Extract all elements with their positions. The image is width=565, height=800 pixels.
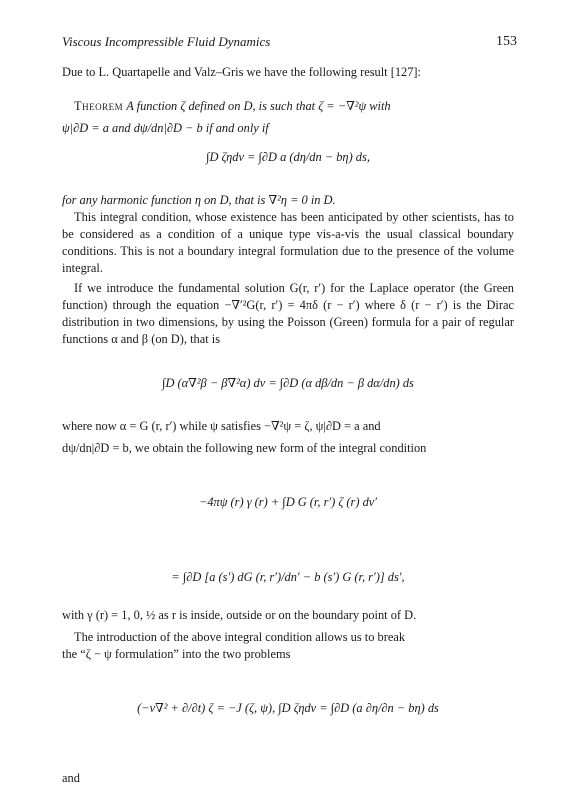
page-number: 153: [496, 34, 517, 49]
paragraph-where-line-2: dψ/dn|∂D = b, we obtain the following new form of the integral condition: [62, 441, 427, 455]
page-header: [62, 34, 517, 52]
running-title: Viscous Incompressible Fluid Dynamics: [62, 34, 271, 49]
theorem-label: Theorem: [74, 99, 124, 113]
paragraph-where-line-1: where now α = G (r, r′) while ψ satisfies −∇²ψ = ζ, ψ|∂D = a and: [62, 419, 381, 433]
paragraph-break-line-1: The introduction of the above integral condition allows us to break: [74, 630, 406, 644]
equation-4: (−ν∇² + ∂/∂t) ζ = −J (ζ, ψ), ∫D ζηdv = ∫∂D (a ∂η/∂n − bη) ds: [137, 701, 439, 715]
and-word: and: [62, 771, 80, 785]
paragraph-break-line-2: the “ζ − ψ formulation” into the two problems: [62, 647, 291, 661]
paragraph-integral-condition: This integral condition, whose existence has been anticipated by other scientists, has to be considered as a condition of a unique type vis-a-vis the usual classical boundary conditions. This is not a boundary integral formulation due to the presence of the volume integral.: [62, 210, 514, 275]
equation-2: ∫D (α∇²β − β∇²α) dv = ∫∂D (α dβ/dn − β dα/dn) ds: [162, 376, 414, 390]
intro-paragraph: Due to L. Quartapelle and Valz–Gris we have the following result [127]:: [62, 65, 421, 79]
theorem-line-3: for any harmonic function η on D, that is ∇²η = 0 in D.: [62, 193, 336, 207]
equation-3-line-2: = ∫∂D [a (s′) dG (r, r′)/dn′ − b (s′) G (r, r′)] ds′,: [171, 570, 405, 584]
equation-1: ∫D ζηdv = ∫∂D a (dη/dn − bη) ds,: [206, 150, 370, 164]
theorem-statement: [62, 98, 514, 115]
paragraph-green-function: If we introduce the fundamental solution G(r, r′) for the Laplace operator (the Green function) through the equation −∇′²G(r, r′) = 4πδ (r − r′) where δ (r − r′) is the Dirac distribution in two dimensions, by using the Poisson (Green) formula for a pair of regular functions α and β (on D), that is: [62, 281, 514, 346]
theorem-line-2: ψ|∂D = a and dψ/dn|∂D − b if and only if: [62, 121, 269, 135]
equation-3-line-1: −4πψ (r) γ (r) + ∫D G (r, r′) ζ (r) dv′: [198, 495, 378, 509]
theorem-line-1: A function ζ defined on D, is such that ζ = −∇²ψ with: [126, 99, 391, 113]
paragraph-gamma: with γ (r) = 1, 0, ½ as r is inside, outside or on the boundary point of D.: [62, 608, 417, 622]
